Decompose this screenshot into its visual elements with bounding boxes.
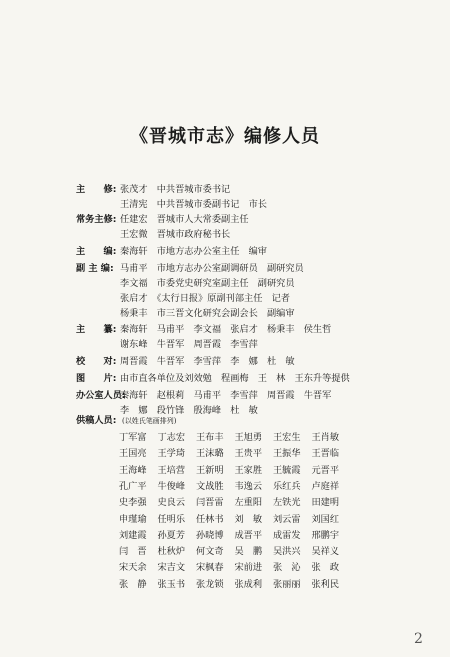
staff-text: 由市直各单位及刘效勉 程画梅 王 林 王东升等提供 <box>120 373 350 384</box>
contributor-name: 闫晋雷 <box>196 497 224 509</box>
contributor-name: 王振华 <box>273 448 301 460</box>
staff-text: 杨秉丰 市三晋文化研究会副会长 副编审 <box>120 308 295 319</box>
contributor-name: 韦逸云 <box>234 480 263 492</box>
staff-text: 秦海轩 赵根莉 马甫平 李雪萍 周晋霞 牛晋军 <box>120 390 332 401</box>
staff-role: 图 片: <box>76 373 117 384</box>
contributor-name: 丁志宏 <box>157 432 186 443</box>
contributor-name: 牛俊峰 <box>157 480 186 492</box>
contributor-name: 左铁光 <box>273 497 301 509</box>
page-title: 《晋城市志》编修人员 <box>130 126 320 147</box>
staff-text: 王清宪 中共晋城市委副书记 市长 <box>120 199 267 210</box>
contributor-name: 成雷发 <box>273 529 301 541</box>
staff-text: 秦海轩 马甫平 李文福 张启才 杨秉丰 侯生哲 <box>120 324 332 335</box>
contributor-name: 张 政 <box>311 562 340 574</box>
contributor-name: 成晋平 <box>234 529 263 541</box>
contributor-name: 吴 鹏 <box>234 546 263 558</box>
contributor-name: 张玉书 <box>157 578 186 590</box>
contributor-name: 杜秋炉 <box>157 546 186 558</box>
staff-text: 谢东峰 牛晋军 周晋霞 李雪萍 <box>120 339 258 350</box>
contributor-name: 任林书 <box>196 513 224 525</box>
staff-text: 张茂才 中共晋城市委书记 <box>120 184 231 195</box>
contributor-name: 王贵平 <box>234 448 263 460</box>
page-number-mark: 2 <box>414 631 423 647</box>
contributor-name: 史李强 <box>119 497 147 509</box>
contributor-name: 张成利 <box>234 578 263 590</box>
staff-text: 王宏微 晋城市政府秘书长 <box>120 229 231 240</box>
contributor-name: 乐红兵 <box>273 480 301 492</box>
contributor-name: 王新明 <box>196 464 224 476</box>
contributor-name: 邢鹏宇 <box>311 529 340 541</box>
contributors-role: 供稿人员: <box>76 415 117 426</box>
contributors-note: (以姓氏笔画排列) <box>122 417 177 425</box>
staff-text: 李 娜 段竹锋 殷海峰 杜 敏 <box>120 405 258 416</box>
contributor-name: 张利民 <box>311 578 340 590</box>
contributor-name: 刘建霞 <box>119 529 147 541</box>
contributor-name: 张丽丽 <box>273 578 301 590</box>
contributor-name: 史良云 <box>157 497 186 509</box>
staff-text: 马甫平 市地方志办公室副调研员 副研究员 <box>120 263 304 274</box>
contributor-name: 王国亮 <box>119 448 147 460</box>
contributor-name: 王宏生 <box>273 432 301 443</box>
contributor-name: 丁军富 <box>119 432 147 443</box>
contributor-name: 宋天余 <box>119 562 147 574</box>
staff-role: 副 主 编: <box>76 263 114 274</box>
staff-role: 主 修: <box>76 184 117 195</box>
staff-text: 秦海轩 市地方志办公室主任 编审 <box>120 246 267 257</box>
contributor-name: 文战胜 <box>196 480 224 492</box>
contributor-name: 宋前进 <box>234 562 263 574</box>
contributor-name: 王毓霞 <box>273 464 301 476</box>
staff-text: 周晋霞 牛晋军 李雪萍 李 娜 杜 敏 <box>120 356 295 367</box>
contributor-name: 何文奇 <box>196 546 224 558</box>
contributor-name: 卢庭祥 <box>311 480 340 492</box>
contributor-name: 田建明 <box>311 497 340 509</box>
contributor-name: 张龙锁 <box>196 578 224 590</box>
contributor-name: 王肖敏 <box>311 432 340 443</box>
contributor-name: 宋枫春 <box>196 562 224 574</box>
contributor-name: 王沫璐 <box>196 448 224 460</box>
staff-role: 主 编: <box>76 246 117 257</box>
contributor-name: 孔广平 <box>119 480 147 492</box>
contributor-name: 闫 晋 <box>119 546 147 558</box>
contributor-name: 张 沁 <box>273 562 301 574</box>
contributor-name: 王旭勇 <box>234 432 263 443</box>
staff-text: 李文福 市委党史研究室副主任 副研究员 <box>120 278 295 289</box>
contributor-name: 王海峰 <box>119 464 147 476</box>
staff-role: 办公室人员: <box>76 390 126 401</box>
staff-text: 任建宏 晋城市人大常委副主任 <box>120 214 249 225</box>
contributor-name: 王布丰 <box>196 432 224 443</box>
contributor-name: 元晋平 <box>311 464 340 476</box>
contributor-name: 吴洪兴 <box>273 546 301 558</box>
contributor-name: 王晋临 <box>311 448 340 460</box>
contributor-name: 孙夏芳 <box>157 529 186 541</box>
contributor-name: 刘国红 <box>311 513 340 525</box>
staff-role: 校 对: <box>76 356 117 367</box>
staff-role: 常务主修: <box>76 214 117 225</box>
staff-role: 主 纂: <box>76 324 117 335</box>
contributor-name: 王家胜 <box>234 464 263 476</box>
contributor-name: 刘云雷 <box>273 513 301 525</box>
contributor-name: 刘 敏 <box>234 513 263 525</box>
contributor-name: 左重阳 <box>234 497 263 509</box>
contributor-name: 王培营 <box>157 464 186 476</box>
contributor-name: 任明乐 <box>157 513 186 525</box>
contributor-name: 宋吉文 <box>157 562 186 574</box>
staff-text: 张启才 《太行日报》原副刊部主任 记者 <box>120 293 290 304</box>
contributor-name: 孙晓博 <box>196 529 224 541</box>
contributor-name: 吴祥义 <box>311 546 340 558</box>
contributor-name: 王学琦 <box>157 448 186 460</box>
contributor-name: 申瑾瑜 <box>119 513 147 525</box>
contributor-name: 张 静 <box>119 578 147 590</box>
